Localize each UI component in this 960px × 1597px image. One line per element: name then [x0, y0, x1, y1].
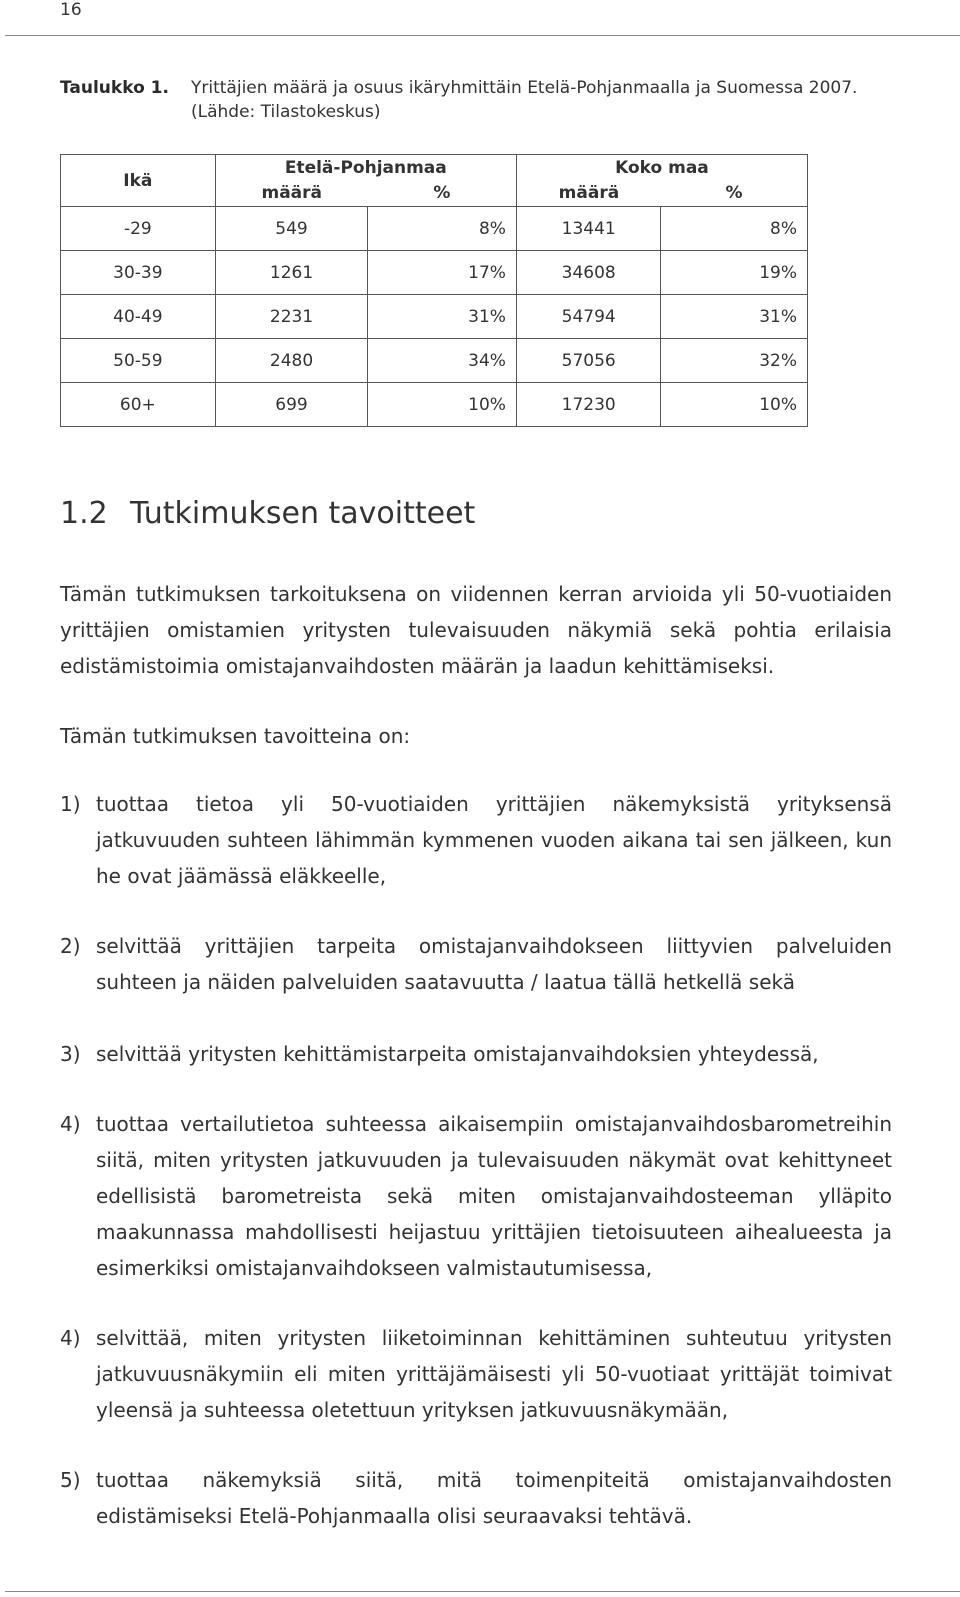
list-item-text: tuottaa vertailutietoa suhteessa aikaisempiin omistajanvaihdosbarometreihin siitä, miten yritysten jatkuvuuden ja tulevaisuuden näkymät ovat kehittyneet edellisistä barometreista sekä miten omistajanvaihdosteeman ylläpito maakunnassa mahdollisesti heijastuu yrittäjien tietoisuuteen aihealueesta ja esimerkiksi omistajanvaihdokseen valmistautumisessa, — [96, 1112, 892, 1280]
table-caption-text: Yrittäjien määrä ja osuus ikäryhmittäin Etelä-Pohjanmaalla ja Suomessa 2007. (Lähde: Tilastokeskus) — [191, 78, 858, 122]
cell-age: 50-59 — [61, 339, 216, 383]
table-row — [61, 383, 808, 427]
cell-all-count: 57056 — [516, 339, 661, 383]
list-item — [60, 928, 892, 1000]
footer-rule — [5, 1591, 960, 1592]
cell-ep-count: 2231 — [215, 295, 368, 339]
list-item-text: selvittää, miten yritysten liiketoiminnan kehittäminen suhteutuu yritysten jatkuvuusnäkymiin eli miten yrittäjämäisesti yli 50-vuotiaat yrittäjät toimivat yleensä ja suhteessa oletettuun yrityksen jatkuvuusnäkymään, — [96, 1326, 892, 1422]
cell-all-pct: 19% — [661, 251, 808, 295]
header-all-pct: % — [661, 181, 808, 207]
page-number: 16 — [60, 0, 82, 20]
cell-age: -29 — [61, 207, 216, 251]
table-row — [61, 207, 808, 251]
header-rule — [5, 35, 960, 36]
cell-age: 60+ — [61, 383, 216, 427]
cell-all-count: 54794 — [516, 295, 661, 339]
section-title: Tutkimuksen tavoitteet — [130, 496, 476, 531]
cell-ep-pct: 8% — [368, 207, 517, 251]
intro-paragraph: Tämän tutkimuksen tarkoituksena on viidennen kerran arvioida yli 50-vuotiaiden yrittäjien omistamien yritysten tulevaisuuden näkymiä sekä pohtia erilaisia edistämistoimia omistajanvaihdosten määrän ja laadun kehittämiseksi. — [60, 582, 892, 678]
header-etela-pohjanmaa: Etelä-Pohjanmaa — [215, 155, 516, 181]
list-item-number: 4) — [60, 1112, 81, 1136]
cell-ep-pct: 34% — [368, 339, 517, 383]
age-group-table — [60, 154, 808, 427]
cell-all-pct: 10% — [661, 383, 808, 427]
section-number: 1.2 — [60, 496, 108, 531]
list-item-text: tuottaa tietoa yli 50-vuotiaiden yrittäjien näkemyksistä yrityksensä jatkuvuuden suhteen lähimmän kymmenen vuoden aikana tai sen jälkeen, kun he ovat jäämässä eläkkeelle, — [96, 792, 892, 888]
cell-ep-count: 2480 — [215, 339, 368, 383]
list-item-number: 4) — [60, 1326, 81, 1350]
cell-age: 40-49 — [61, 295, 216, 339]
table-caption-label: Taulukko 1. — [60, 78, 169, 98]
list-item-number: 2) — [60, 934, 81, 958]
list-item-text: selvittää yritysten kehittämistarpeita omistajanvaihdoksien yhteydessä, — [96, 1042, 819, 1066]
header-age: Ikä — [61, 155, 216, 207]
cell-all-pct: 32% — [661, 339, 808, 383]
list-item — [60, 1036, 892, 1072]
table-row — [61, 251, 808, 295]
list-item — [60, 1320, 892, 1428]
cell-all-count: 34608 — [516, 251, 661, 295]
table-row — [61, 295, 808, 339]
cell-all-pct: 31% — [661, 295, 808, 339]
goals-lead-paragraph: Tämän tutkimuksen tavoitteina on: — [60, 724, 411, 748]
header-koko-maa: Koko maa — [516, 155, 807, 181]
cell-all-count: 17230 — [516, 383, 661, 427]
cell-ep-count: 699 — [215, 383, 368, 427]
cell-ep-pct: 17% — [368, 251, 517, 295]
list-item-number: 1) — [60, 792, 81, 816]
list-item-text: tuottaa näkemyksiä siitä, mitä toimenpiteitä omistajanvaihdosten edistämiseksi Etelä-Pohjanmaalla olisi seuraavaksi tehtävä. — [96, 1468, 892, 1528]
list-item — [60, 786, 892, 894]
cell-all-pct: 8% — [661, 207, 808, 251]
list-item-number: 5) — [60, 1468, 81, 1492]
list-item — [60, 1462, 892, 1534]
list-item — [60, 1106, 892, 1286]
list-item-number: 3) — [60, 1042, 81, 1066]
cell-all-count: 13441 — [516, 207, 661, 251]
header-ep-count: määrä — [215, 181, 368, 207]
cell-ep-pct: 31% — [368, 295, 517, 339]
cell-ep-count: 1261 — [215, 251, 368, 295]
cell-ep-count: 549 — [215, 207, 368, 251]
section-heading — [60, 496, 475, 531]
header-all-count: määrä — [516, 181, 661, 207]
cell-ep-pct: 10% — [368, 383, 517, 427]
header-ep-pct: % — [368, 181, 517, 207]
cell-age: 30-39 — [61, 251, 216, 295]
table-row — [61, 339, 808, 383]
list-item-text: selvittää yrittäjien tarpeita omistajanvaihdokseen liittyvien palveluiden suhteen ja näiden palveluiden saatavuutta / laatua tällä hetkellä sekä — [96, 934, 892, 994]
